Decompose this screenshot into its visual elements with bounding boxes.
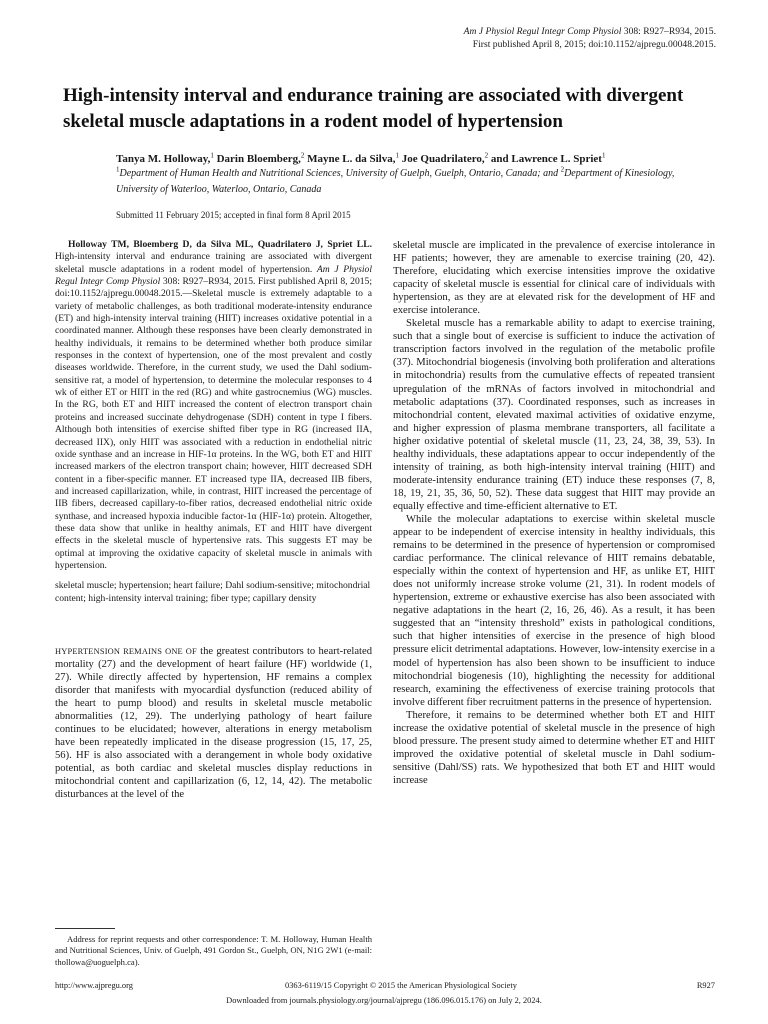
abstract <box>55 239 372 572</box>
publication-info: First published April 8, 2015; doi:10.1152/ajpregu.00048.2015. <box>472 39 716 50</box>
copyright-notice: 0363-6119/15 Copyright © 2015 the American Physiological Society <box>285 981 517 990</box>
submission-dates: Submitted 11 February 2015; accepted in final form 8 April 2015 <box>116 210 351 220</box>
author-name: and Lawrence L. Spriet <box>488 153 602 165</box>
abstract-journal: Am J Physiol Regul Integr Comp Physiol <box>55 263 372 288</box>
journal-citation-line <box>256 25 716 38</box>
body-paragraph: Therefore, it remains to be determined whether both ET and HIIT increase the oxidative potential of skeletal muscle in the presence of high blood pressure. The present study aimed to determine whether ET and HIIT improved the oxidative potential of skeletal muscle in Dahl sodium-sensitive (Dahl/SS) rats. We hypothesized that both ET and HIIT would increase <box>393 709 715 786</box>
abstract-body: 308: R927–R934, 2015. First published April 8, 2015; doi:10.1152/ajpregu.00048.2015.—Skeletal muscle is extremely adaptable to a variety of metabolic challenges, as both traditional moderate-intensity endurance (ET) and high-intensity interval training (HIIT) increases oxidative potential in a coordinated manner. Although these responses have been clearly demonstrated in healthy individuals, it remains to be determined whether both produce similar responses in the context of hypertension, one of the most prevalent and costly diseases worldwide. Therefore, in the current study, we used the Dahl sodium-sensitive rat, a model of hypertension, to determine the molecular responses to 4 wk of either ET or HIIT in the red (RG) and white gastrocnemius (WG) muscles. In the RG, both ET and HIIT increased the content of electron transport chain proteins and increased succinate dehydrogenase (SDH) content in type I fibers. Although both intensities of exercise shifted fiber type in RG (increased IIA, decreased IIX), only HIIT was associated with a reduction in endothelial nitric oxide synthase and an increase in HIF-1α proteins. In the WG, both ET and HIIT increased markers of the electron transport chain; however, HIIT decreased SDH content in a fiber-specific manner. ET increased type IIA, decreased IIB fibers, and increased capillarization, while, in contrast, HIIT increased the percentage of IIB fibers, decreased capillary-to-fiber ratios, decreased endothelial nitric oxide synthase, and increased hypoxia inducible factor-1α (HIF-1α) protein. Altogether, these data show that unlike in healthy animals, ET and HIIT have divergent effects in the skeletal muscle of hypertensive rats. This suggests ET may be optimal at improving the oxidative capacity of skeletal muscle in animals with hypertension. <box>55 276 372 571</box>
journal-header <box>256 25 716 51</box>
abstract-authors: Holloway TM, Bloemberg D, da Silva ML, Quadrilatero J, Spriet LL. <box>68 239 372 250</box>
author-name: Tanya M. Holloway, <box>116 153 211 165</box>
author-affil-sup: 2 <box>300 151 305 160</box>
journal-name: Am J Physiol Regul Integr Comp Physiol <box>463 26 622 37</box>
body-paragraph: Skeletal muscle has a remarkable ability to adapt to exercise training, such that a single bout of exercise is sufficient to induce the activation of transcription factors involved in the regulation of the metabolic profile (37). Mitochondrial biogenesis (involving both proliferation and alterations in mitochondria) results from the cumulative effects of repeated transient upregulation of the mRNAs of factors involved in mitochondrial and metabolic adaptations (37). Coordinated responses, such as increases in mitochondrial content, elevated maximal activities of oxidative enzyme, and higher expression of plasma membrane transporters, all facilitate a higher oxidative potential of skeletal muscle (11, 23, 24, 38, 39, 53). In healthy individuals, these adaptations appear to occur independently of the intensity of training, as both high-intensity interval training (HIIT) and moderate-intensity endurance training (ET) induce these responses (7, 8, 18, 19, 21, 35, 36, 50, 52). These data suggest that HIIT may provide an equally effective and time-efficient alternative to ET. <box>393 318 715 512</box>
author-affil-sup: 1 <box>395 151 399 160</box>
affil-text: Department of Kinesiology, University of Waterloo, Waterloo, Ontario, Canada <box>116 168 675 195</box>
journal-url-link[interactable]: http://www.ajpregu.org <box>55 981 133 990</box>
download-notice: Downloaded from journals.physiology.org/journal/ajpregu (186.096.015.176) on July 2, 2024. <box>226 996 542 1005</box>
keywords: skeletal muscle; hypertension; heart failure; Dahl sodium-sensitive; mitochondrial content; high-intensity interval training; fiber type; capillary density <box>55 580 371 604</box>
author-affil-sup: 2 <box>484 151 489 160</box>
journal-citation: 308: R927–R934, 2015. <box>621 26 716 37</box>
affil-sup: 2 <box>560 165 565 174</box>
author-name: Joe Quadrilatero, <box>399 153 485 165</box>
body-paragraph: While the molecular adaptations to exercise within skeletal muscle appear to be independent of exercise intensity in healthy individuals, this remains to be determined in the presence of hypertension or compromised cardiac performance. The clinical relevance of HIIT remains debatable, especially within the context of hypertension and HF, as unlike ET, HIIT does not uniformly increase stroke volume (21, 31). In rodent models of hypertension, extreme or exhaustive exercise has also been associated with negative adaptations in the heart (2, 16, 26, 46). As a result, it has been suggested that an “intensity threshold” exists in pathological conditions, such that higher intensities of exercise in the presence of high blood pressure elicit detrimental adaptations. However, low-intensity exercise in a model of hypertension has also been shown to be insufficient to induce mitochondrial biogenesis (10), highlighting the necessity for additional research, examining the effectiveness of exercise training protocols that involve different fiber recruitment patterns in the presence of hypertension. <box>393 513 715 708</box>
affiliations <box>116 166 716 197</box>
affil-text: Department of Human Health and Nutritional Sciences, University of Guelph, Guelph, Ontario, Canada; and <box>119 168 561 179</box>
right-column <box>393 239 715 787</box>
left-column <box>55 239 372 802</box>
article-title: High-intensity interval and endurance training are associated with divergent skeletal muscle adaptations in a rodent model of hypertension <box>63 85 684 132</box>
footnote-divider <box>55 928 115 929</box>
intro-lead: HYPERTENSION REMAINS ONE OF <box>55 646 197 656</box>
author-list <box>116 152 716 166</box>
author-affil-sup: 1 <box>601 151 606 160</box>
correspondence-footnote: Address for reprint requests and other correspondence: T. M. Holloway, Human Health and Nutritional Sciences, Univ. of Guelph, 491 Gordon St., Guelph, ON, N1G 2W1 (e-mail: thollowa@uoguelph.ca). <box>55 934 372 967</box>
intro-body: the greatest contributors to heart-related mortality (27) and the development of heart failure (HF) worldwide (1, 27). While directly affected by hypertension, HF remains a complex disorder that manifests with myocardial dysfunction (reduced ability of the heart to pump blood) and results in skeletal muscle metabolic abnormalities (12, 29). The underlying pathology of heart failure continues to be elucidated; however, alterations in energy metabolism have been repeatedly implicated in the disease progression (15, 17, 25, 56). HF is also associated with a derangement in whole body oxidative potential, as both cardiac and skeletal muscles display reductions in mitochondrial content and capillarization (6, 12, 14, 42). The metabolic disturbances at the level of the <box>55 645 372 801</box>
body-paragraph: skeletal muscle are implicated in the prevalence of exercise intolerance in HF patients; however, they are amenable to exercise training (20, 42). Therefore, elucidating which exercise intensities improve the oxidative capacity of skeletal muscle is essential for clinical care of individuals with hypertension, as they are at elevated risk for the development of HF and exercise intolerance. <box>393 240 715 317</box>
author-affil-sup: 1 <box>210 151 214 160</box>
affil-sup: 1 <box>116 165 120 174</box>
author-name: Darin Bloemberg, <box>213 153 301 165</box>
abstract-title: High-intensity interval and endurance training are associated with divergent skeletal muscle adaptations in a rodent model of hypertension. <box>55 251 372 275</box>
author-name: Mayne L. da Silva, <box>304 153 396 165</box>
page-number: R927 <box>696 981 715 990</box>
intro-paragraph <box>55 645 372 802</box>
